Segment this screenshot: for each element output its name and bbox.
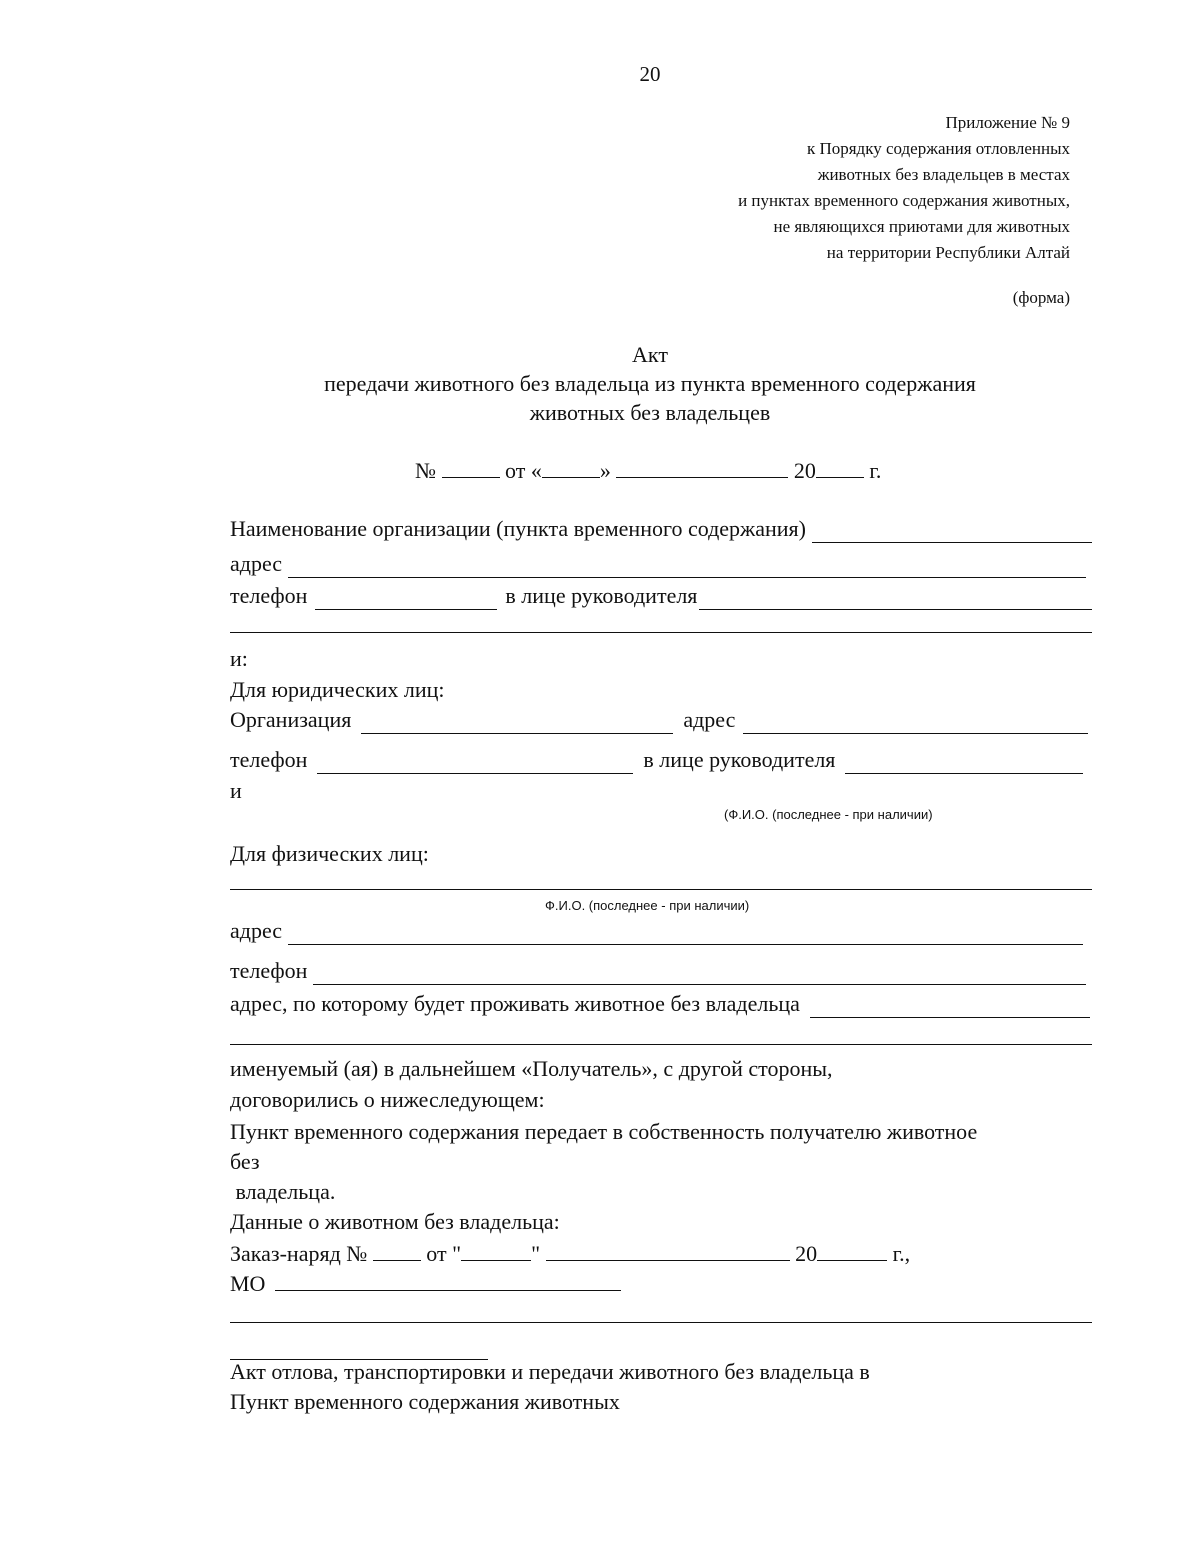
- legal-org-row: [230, 706, 1088, 734]
- org-address-row: [230, 550, 1086, 578]
- individual-phone-label: телефон: [230, 958, 308, 983]
- legal-phone-field[interactable]: [317, 751, 633, 774]
- appendix-line: на территории Республики Алтай: [826, 243, 1070, 262]
- document-title-line2: передачи животного без владельца из пункта временного содержания: [324, 371, 976, 396]
- org-address-label: адрес: [230, 551, 283, 576]
- individual-fio-note: Ф.И.О. (последнее - при наличии): [545, 898, 750, 913]
- from-label: от «: [505, 458, 542, 483]
- appendix-header: [738, 110, 1070, 266]
- mo-label: МО: [230, 1271, 266, 1296]
- living-address-label: адрес, по которому будет проживать животное без владельца: [230, 991, 800, 1016]
- transfer-text-line1: Пункт временного содержания передает в собственность получателю животное: [230, 1119, 978, 1144]
- mo-row: [230, 1268, 621, 1298]
- legal-address-label: адрес: [683, 707, 736, 732]
- order-year-prefix: 20: [795, 1241, 818, 1266]
- living-address-field[interactable]: [810, 997, 1090, 1018]
- year-prefix: 20: [793, 458, 816, 483]
- number-sign: №: [415, 458, 436, 483]
- org-name-label: Наименование организации (пункта временного содержания): [230, 516, 806, 541]
- act-number-field[interactable]: [442, 455, 500, 478]
- legal-fio-note: (Ф.И.О. (последнее - при наличии): [724, 807, 933, 822]
- act-day-field[interactable]: [542, 455, 600, 478]
- org-phone-field[interactable]: [315, 587, 497, 610]
- order-month-field[interactable]: [546, 1238, 790, 1261]
- org-head-field[interactable]: [699, 589, 1092, 610]
- appendix-line: не являющихся приютами для животных: [773, 217, 1070, 236]
- legal-phone-label: телефон: [230, 747, 308, 772]
- act-number-line: [415, 455, 881, 484]
- appendix-line: и пунктах временного содержания животных,: [738, 191, 1070, 210]
- org-head-label: в лице руководителя: [505, 583, 698, 608]
- year-suffix: г.: [869, 458, 882, 483]
- and-label: и:: [230, 646, 248, 671]
- footnote-line1: Акт отлова, транспортировки и передачи животного без владельца в: [230, 1359, 870, 1384]
- org-name-row: [230, 515, 1092, 543]
- act-year-field[interactable]: [816, 455, 864, 478]
- org-extra-line[interactable]: [230, 632, 1092, 633]
- order-number-field[interactable]: [373, 1238, 421, 1261]
- order-day-field[interactable]: [461, 1238, 531, 1261]
- legal-org-field[interactable]: [361, 711, 673, 734]
- named-text: именуемый (ая) в дальнейшем «Получатель», с другой стороны,: [230, 1056, 833, 1081]
- individual-address-field[interactable]: [288, 924, 1083, 945]
- footnote-line2: Пункт временного содержания животных: [230, 1389, 620, 1414]
- living-address-row: [230, 990, 1090, 1018]
- legal-head-label: в лице руководителя: [643, 747, 836, 772]
- legal-head-field[interactable]: [845, 753, 1083, 774]
- individual-fio-line[interactable]: [230, 889, 1092, 890]
- appendix-line: Приложение № 9: [945, 113, 1070, 132]
- document-title-line3: животных без владельцев: [529, 400, 771, 425]
- order-label: Заказ-наряд №: [230, 1241, 368, 1266]
- legal-org-label: Организация: [230, 707, 352, 732]
- org-address-field[interactable]: [288, 557, 1086, 578]
- org-phone-label: телефон: [230, 583, 308, 608]
- individual-address-label: адрес: [230, 918, 283, 943]
- act-month-field[interactable]: [616, 455, 788, 478]
- form-label: (форма): [1012, 288, 1070, 307]
- page-number: 20: [639, 62, 661, 86]
- appendix-line: к Порядку содержания отловленных: [806, 139, 1070, 158]
- document-title: Акт: [632, 342, 668, 367]
- transfer-text-line3: владельца.: [230, 1179, 336, 1204]
- legal-and-label: и: [230, 778, 242, 803]
- order-from-label: от ": [426, 1241, 462, 1266]
- mo-field[interactable]: [275, 1268, 621, 1291]
- order-row: [230, 1238, 910, 1268]
- legal-heading: Для юридических лиц:: [230, 677, 445, 702]
- individual-phone-row: [230, 957, 1086, 985]
- order-year-field[interactable]: [817, 1238, 887, 1261]
- agreed-text: договорились о нижеследующем:: [230, 1087, 545, 1112]
- legal-phone-row: [230, 746, 1083, 774]
- order-year-suffix: г.,: [892, 1241, 911, 1266]
- org-name-field[interactable]: [812, 522, 1092, 543]
- org-phone-row: [230, 582, 1092, 610]
- close-quote: »: [599, 458, 611, 483]
- order-close-quote: ": [531, 1241, 541, 1266]
- living-address-extra-line[interactable]: [230, 1044, 1092, 1045]
- transfer-text-line2: без: [230, 1149, 260, 1174]
- individual-heading: Для физических лиц:: [230, 841, 429, 866]
- animal-data-heading: Данные о животном без владельца:: [230, 1209, 560, 1234]
- individual-address-row: [230, 917, 1083, 945]
- legal-address-field[interactable]: [743, 713, 1088, 734]
- mo-extra-line[interactable]: [230, 1322, 1092, 1323]
- appendix-line: животных без владельцев в местах: [817, 165, 1070, 184]
- individual-phone-field[interactable]: [313, 964, 1086, 985]
